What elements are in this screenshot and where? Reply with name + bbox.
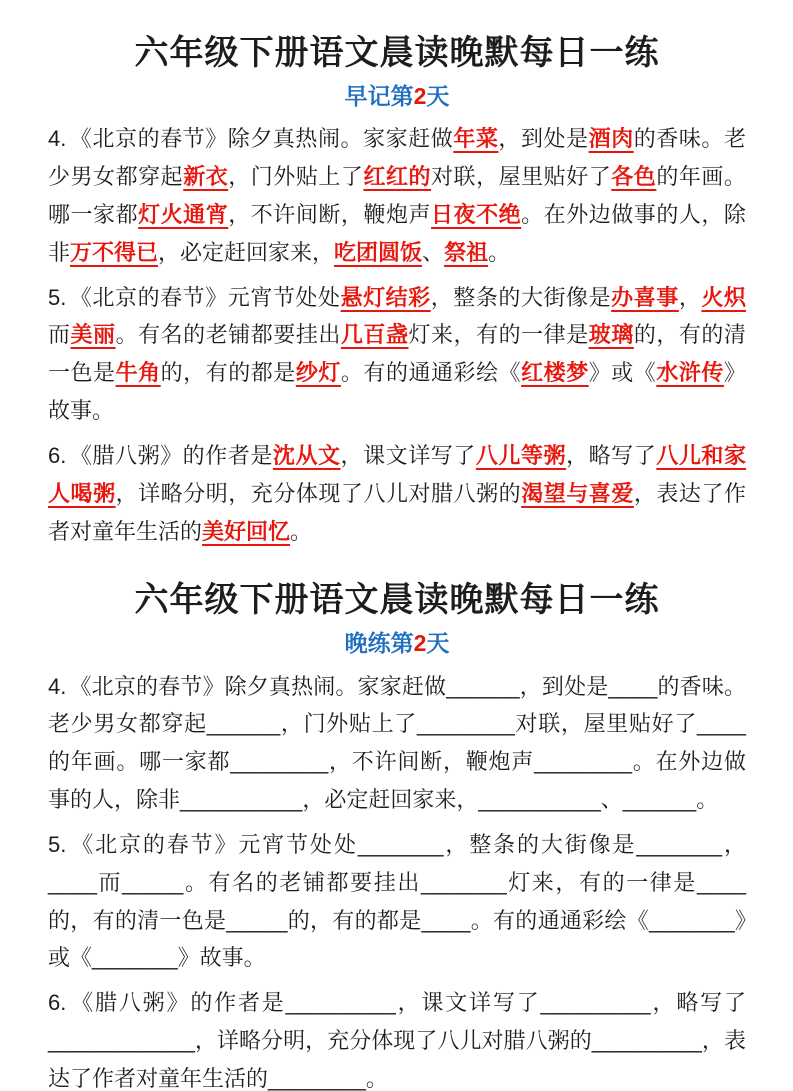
answer-text: 几百盏 xyxy=(340,322,409,348)
answer-text: 美丽 xyxy=(70,322,116,348)
practice-item xyxy=(48,668,746,819)
body-text: 而 xyxy=(48,322,71,348)
body-text: 。在外边做事的人，除非 xyxy=(48,201,746,265)
item-number: 4. xyxy=(48,126,67,152)
body-text: 的年画。哪一家都 xyxy=(48,164,746,227)
body-text: 《腊八粥》的作者是 xyxy=(69,990,286,1016)
body-text: 》故事。 xyxy=(48,360,746,424)
item-number: 6. xyxy=(48,442,67,468)
fill-in-blank: ______ xyxy=(622,787,697,813)
body-text: 《北京的春节》除夕真热闹。家家赶做 xyxy=(69,673,447,699)
morning-items xyxy=(48,120,746,550)
fill-in-blank: __________ xyxy=(180,787,303,813)
body-text: ，整条的大街像是 xyxy=(430,284,612,310)
body-text: ，略写了 xyxy=(650,990,746,1016)
fill-in-blank: _________ xyxy=(540,990,651,1016)
body-text: 对联，屋里贴好了 xyxy=(514,711,698,737)
body-text: 的，有的清一色是 xyxy=(48,322,746,386)
fill-in-blank: _______ xyxy=(357,831,444,857)
answer-text: 日夜不绝 xyxy=(431,201,522,227)
subtitle-suffix: 天 xyxy=(426,82,450,109)
fill-in-blank: ________ xyxy=(268,1065,366,1091)
subtitle-day-number: 2 xyxy=(413,629,427,656)
subtitle-prefix: 晚练第 xyxy=(344,629,414,656)
answer-text: 渴望与喜爱 xyxy=(521,480,634,506)
answer-text: 年菜 xyxy=(453,126,499,152)
fill-in-blank: ____ xyxy=(421,907,471,933)
answer-text: 美好回忆 xyxy=(202,518,291,544)
fill-in-blank: _________ xyxy=(285,990,396,1016)
body-text: 《腊八粥》的作者是 xyxy=(69,442,273,468)
body-text: 》或《 xyxy=(48,907,746,971)
body-text: 。有的通通彩绘《 xyxy=(340,360,522,386)
item-number: 4. xyxy=(48,673,67,699)
fill-in-blank: ____ xyxy=(608,673,658,699)
body-text: ，必定赶回家来， xyxy=(158,239,335,265)
subtitle-suffix: 天 xyxy=(426,629,450,656)
answer-text: 悬灯结彩 xyxy=(340,284,431,310)
fill-in-blank: ________ xyxy=(230,749,329,775)
subtitle-day-number: 2 xyxy=(413,82,427,109)
body-text: 。 xyxy=(290,518,313,544)
item-number: 6. xyxy=(48,990,67,1016)
body-text: 《北京的春节》元宵节处处 xyxy=(69,831,358,857)
body-text: 的香味。老少男女都穿起 xyxy=(48,126,746,190)
body-text: 灯来，有的一律是 xyxy=(506,869,698,895)
answer-text: 新衣 xyxy=(183,164,229,190)
body-text: ，门外贴上了 xyxy=(280,711,417,737)
fill-in-blank: ____ xyxy=(48,869,97,895)
body-text: 。 xyxy=(365,1065,388,1091)
body-text: ，到处是 xyxy=(519,673,609,699)
section-subtitle xyxy=(48,82,746,111)
answer-text: 八儿等粥 xyxy=(475,442,567,468)
body-text: ，不许间断，鞭炮声 xyxy=(228,201,432,227)
answer-text: 酒肉 xyxy=(588,126,634,152)
body-text: 》或《 xyxy=(588,360,657,386)
fill-in-blank: ____________ xyxy=(48,1028,195,1054)
answer-text: 牛角 xyxy=(115,360,161,386)
body-text: ， xyxy=(722,831,746,857)
body-text: ，课文详写了 xyxy=(395,990,541,1016)
fill-in-blank: ____ xyxy=(697,869,746,895)
evening-items xyxy=(48,668,746,1091)
body-text: ，到处是 xyxy=(498,126,589,152)
body-text: 而 xyxy=(96,869,123,895)
section-subtitle xyxy=(48,629,746,658)
fill-in-blank: ________ xyxy=(534,749,633,775)
answer-text: 吃团圆饭 xyxy=(334,239,423,265)
answer-text: 红红的 xyxy=(363,164,432,190)
fill-in-blank: ______ xyxy=(446,673,520,699)
body-text: ，表达了作者对童年生活的 xyxy=(48,1028,746,1091)
fill-in-blank: _____ xyxy=(226,907,288,933)
answer-text: 祭祖 xyxy=(444,239,489,265)
section-title: 六年级下册语文晨读晚默每日一练 xyxy=(134,34,660,72)
body-text: 》故事。 xyxy=(177,945,266,971)
body-text: 。 xyxy=(696,787,719,813)
body-text: ， xyxy=(678,284,702,310)
fill-in-blank: ________ xyxy=(416,711,515,737)
body-text: ，整条的大街像是 xyxy=(443,831,637,857)
answer-text: 红楼梦 xyxy=(521,360,589,386)
body-text: 灯来，有的一律是 xyxy=(408,322,589,348)
body-text: 《北京的春节》元宵节处处 xyxy=(69,284,341,310)
body-text: ，不许间断，鞭炮声 xyxy=(328,749,535,775)
body-text: ，表达了作者对童年生活的 xyxy=(48,480,746,544)
body-text: 的，有的都是 xyxy=(160,360,296,386)
body-text: ，略写了 xyxy=(566,442,657,468)
body-text: 、 xyxy=(422,239,445,265)
answer-text: 各色 xyxy=(611,164,657,190)
answer-text: 纱灯 xyxy=(295,360,341,386)
body-text: 。有名的老铺都要挂出 xyxy=(183,869,421,895)
fill-in-blank: _______ xyxy=(92,945,178,971)
answer-text: 万不得已 xyxy=(70,239,159,265)
body-text: 的香味。老少男女都穿起 xyxy=(48,673,746,737)
practice-item xyxy=(48,984,746,1091)
body-text: 。在外边做事的人，除非 xyxy=(48,749,746,813)
fill-in-blank: _______ xyxy=(420,869,507,895)
body-text: 《北京的春节》除夕真热闹。家家赶做 xyxy=(69,126,454,152)
answer-text: 八儿和家人喝粥 xyxy=(48,442,746,506)
fill-in-blank: _____ xyxy=(122,869,184,895)
body-text: ，详略分明，充分体现了八儿对腊八粥的 xyxy=(115,480,522,506)
body-text: 。有名的老铺都要挂出 xyxy=(115,322,341,348)
section-divider-space xyxy=(48,557,746,579)
body-text: ，门外贴上了 xyxy=(228,164,364,190)
item-number: 5. xyxy=(48,284,67,310)
body-text: 。有的通通彩绘《 xyxy=(470,907,650,933)
body-text: 的年画。哪一家都 xyxy=(48,749,231,775)
answer-text: 办喜事 xyxy=(611,284,679,310)
practice-item xyxy=(48,826,746,977)
answer-text: 水浒传 xyxy=(656,360,724,386)
practice-item xyxy=(48,279,746,430)
fill-in-blank: ____ xyxy=(697,711,746,737)
item-number: 5. xyxy=(48,831,67,857)
answer-text: 灯火通宵 xyxy=(138,201,229,227)
practice-item xyxy=(48,437,746,550)
fill-in-blank: __________ xyxy=(478,787,601,813)
answer-text: 沈从文 xyxy=(272,442,341,468)
fill-in-blank: _________ xyxy=(591,1028,702,1054)
body-text: 对联，屋里贴好了 xyxy=(431,164,612,190)
fill-in-blank: ______ xyxy=(206,711,281,737)
body-text: ，必定赶回家来， xyxy=(302,787,479,813)
body-text: 。 xyxy=(488,239,511,265)
subtitle-prefix: 早记第 xyxy=(344,82,414,109)
section-morning-reading xyxy=(48,32,746,550)
practice-item xyxy=(48,120,746,271)
body-text: ，课文详写了 xyxy=(340,442,476,468)
fill-in-blank: _______ xyxy=(649,907,735,933)
section-evening-practice xyxy=(48,579,746,1091)
answer-text: 火炽 xyxy=(701,284,746,310)
body-text: 、 xyxy=(600,787,623,813)
fill-in-blank: _______ xyxy=(636,831,723,857)
body-text: 的，有的清一色是 xyxy=(48,907,227,933)
body-text: 的，有的都是 xyxy=(287,907,422,933)
answer-text: 玻璃 xyxy=(588,322,634,348)
body-text: ，详略分明，充分体现了八儿对腊八粥的 xyxy=(194,1028,592,1054)
section-title: 六年级下册语文晨读晚默每日一练 xyxy=(134,581,660,620)
